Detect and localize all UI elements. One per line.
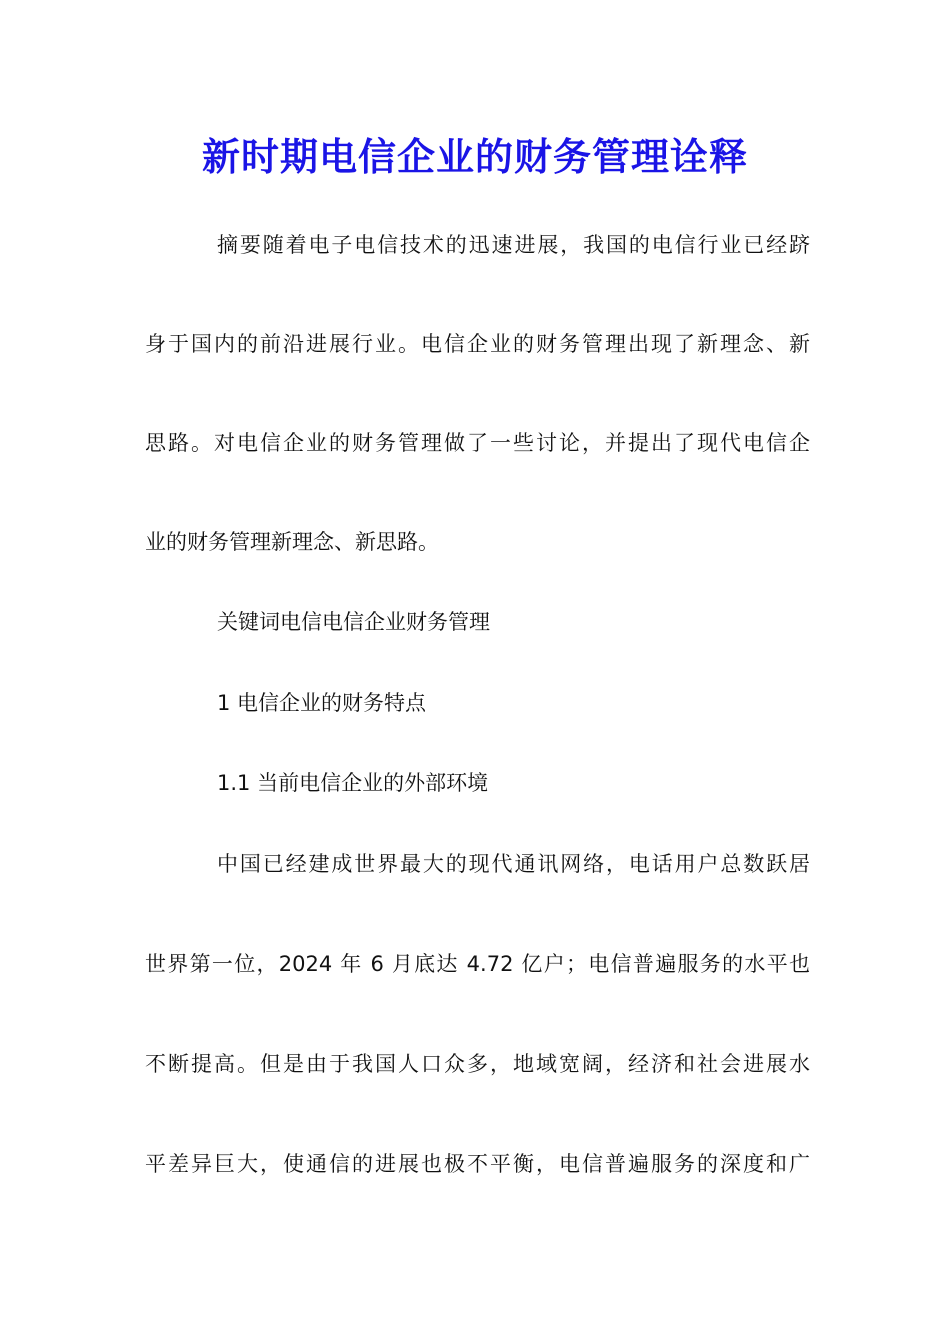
body-line-1: 中国已经建成世界最大的现代通讯网络，电话用户总数跃居 xyxy=(217,852,810,876)
abstract-line-1: 摘要随着电子电信技术的迅速进展，我国的电信行业已经跻 xyxy=(217,233,810,257)
abstract-line-4: 业的财务管理新理念、新思路。 xyxy=(145,530,439,554)
body-line-3: 不断提高。但是由于我国人口众多，地域宽阔，经济和社会进展水 xyxy=(145,1052,810,1076)
section-heading-1: 1 电信企业的财务特点 xyxy=(217,691,427,715)
abstract-line-3: 思路。对电信企业的财务管理做了一些讨论，并提出了现代电信企 xyxy=(145,431,810,455)
subsection-heading-1-1: 1.1 当前电信企业的外部环境 xyxy=(217,771,489,795)
keywords-line: 关键词电信电信企业财务管理 xyxy=(217,610,490,634)
document-title: 新时期电信企业的财务管理诠释 xyxy=(201,134,748,179)
abstract-line-2: 身于国内的前沿进展行业。电信企业的财务管理出现了新理念、新 xyxy=(145,332,810,356)
body-line-4: 平差异巨大，使通信的进展也极不平衡，电信普遍服务的深度和广 xyxy=(145,1152,810,1176)
body-line-2: 世界第一位，2024 年 6 月底达 4.72 亿户；电信普遍服务的水平也 xyxy=(145,952,810,976)
